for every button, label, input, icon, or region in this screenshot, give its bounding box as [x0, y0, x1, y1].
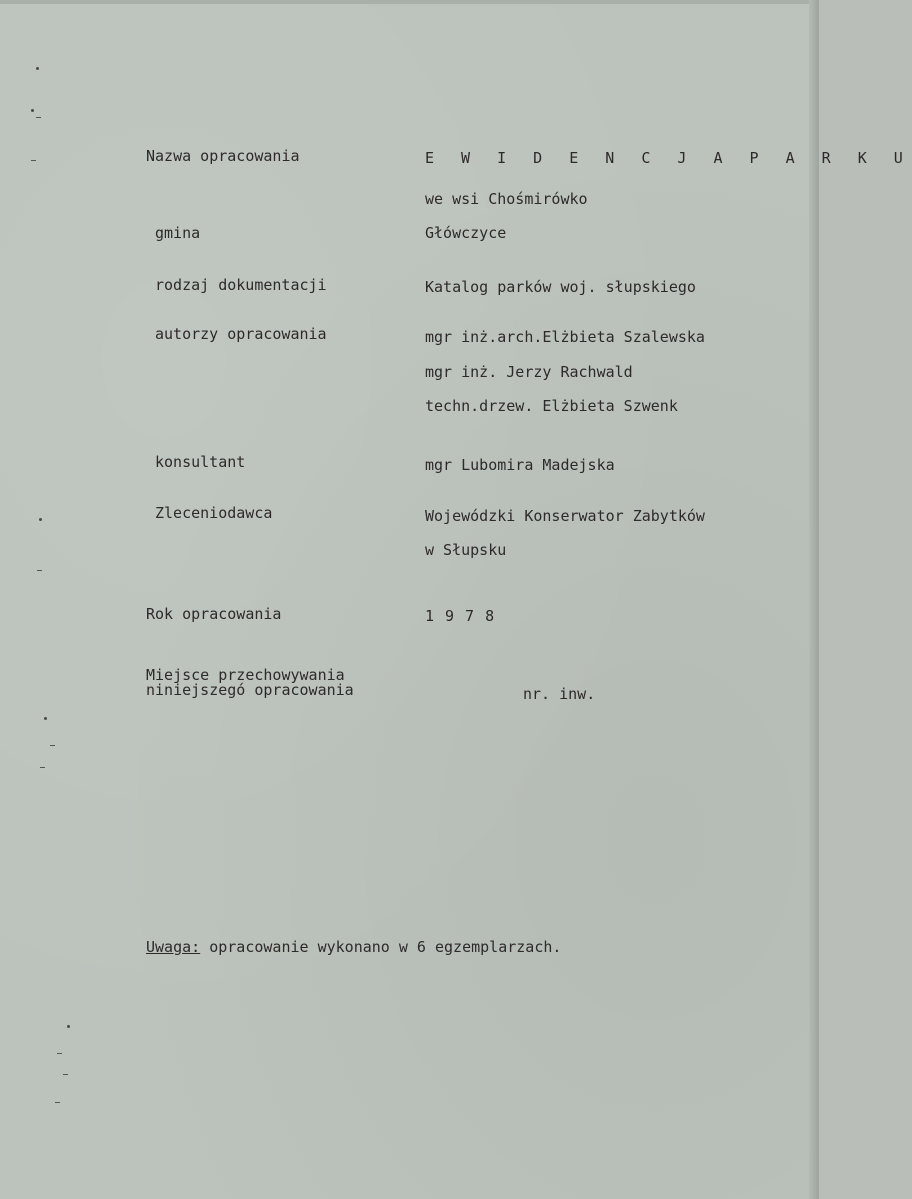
value-title: E W I D E N C J A P A R K U: [425, 149, 912, 167]
value-inventory-number: nr. inw.: [523, 685, 596, 703]
margin-mark: [57, 1053, 62, 1054]
label-consultant: konsultant: [155, 453, 246, 471]
label-title: Nazwa opracowania: [146, 147, 300, 165]
value-commissioner-2: w Słupsku: [425, 541, 507, 559]
label-storage-line-1: Miejsce przechowywania: [146, 666, 345, 684]
value-doc-type: Katalog parków woj. słupskiego: [425, 278, 696, 296]
value-year: 1978: [425, 607, 506, 625]
note-prefix: Uwaga:: [146, 938, 201, 956]
label-storage-line-2: niniejszegó opracowania: [146, 681, 354, 699]
margin-mark: [37, 570, 42, 571]
label-commissioner: Zleceniodawca: [155, 504, 273, 522]
value-consultant: mgr Lubomira Madejska: [425, 456, 615, 474]
margin-mark: [50, 745, 55, 746]
page-top-edge: [0, 0, 819, 4]
margin-mark: [44, 717, 47, 720]
margin-mark: [36, 67, 39, 70]
margin-mark: [36, 117, 41, 118]
label-year: Rok opracowania: [146, 605, 282, 623]
note-text: opracowanie wykonano w 6 egzemplarzach.: [209, 938, 562, 956]
label-doc-type: rodzaj dokumentacji: [155, 276, 327, 294]
label-gmina: gmina: [155, 224, 201, 242]
margin-mark: [67, 1025, 70, 1028]
page-right-edge: [809, 0, 819, 1199]
margin-mark: [63, 1074, 68, 1075]
value-gmina: Główczyce: [425, 224, 507, 242]
note: [146, 938, 561, 956]
margin-mark: [31, 160, 36, 161]
margin-mark: [40, 767, 45, 768]
value-author-1: mgr inż.arch.Elżbieta Szalewska: [425, 328, 705, 346]
margin-mark: [55, 1102, 60, 1103]
value-village: we wsi Chośmirówko: [425, 190, 588, 208]
margin-mark: [39, 518, 42, 521]
value-author-3: techn.drzew. Elżbieta Szwenk: [425, 397, 678, 415]
value-commissioner-1: Wojewódzki Konserwator Zabytków: [425, 507, 705, 525]
margin-mark: [31, 109, 34, 112]
value-author-2: mgr inż. Jerzy Rachwald: [425, 363, 633, 381]
label-authors: autorzy opracowania: [155, 325, 327, 343]
